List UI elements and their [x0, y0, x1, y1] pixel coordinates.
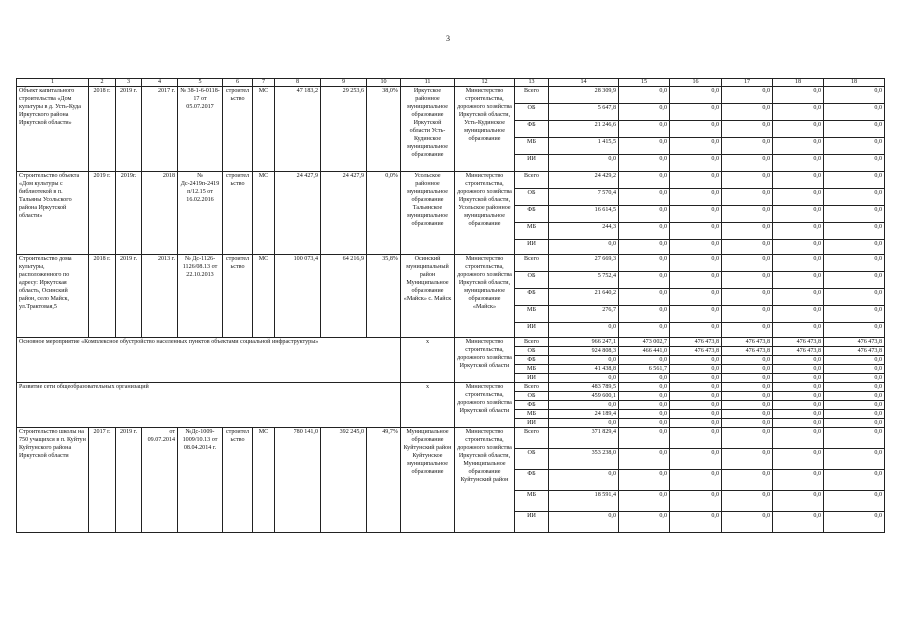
- funding-source-cell: МБ: [515, 223, 549, 240]
- amount-cell: 0,0: [773, 138, 824, 155]
- end-year-cell: 2019г.: [116, 172, 142, 255]
- funding-source-cell: ИИ: [515, 419, 549, 428]
- column-number-row: [17, 79, 885, 87]
- column-number: 6: [223, 79, 253, 87]
- amount-cell: 0,0: [824, 172, 885, 189]
- funding-source-cell: ОБ: [515, 449, 549, 470]
- amount-cell: 0,0: [549, 512, 619, 533]
- amount-cell: 0,0: [722, 410, 773, 419]
- amount-cell: 0,0: [824, 240, 885, 255]
- readiness-cell: 0,0%: [367, 172, 401, 255]
- amount-cell: 0,0: [619, 206, 670, 223]
- amount-cell: 0,0: [824, 155, 885, 172]
- amount-cell: 0,0: [619, 155, 670, 172]
- amount-cell: 0,0: [619, 272, 670, 289]
- amount-cell: 459 600,1: [549, 392, 619, 401]
- amount-cell: 5 647,8: [549, 104, 619, 121]
- amount-cell: 1 415,5: [549, 138, 619, 155]
- object-row: [17, 428, 885, 449]
- amount-cell: 473 002,7: [619, 338, 670, 347]
- remaining-cost-cell: 392 245,0: [321, 428, 367, 533]
- amount-cell: 0,0: [670, 401, 722, 410]
- amount-cell: 24 189,4: [549, 410, 619, 419]
- remaining-cost-cell: 24 427,9: [321, 172, 367, 255]
- amount-cell: 0,0: [773, 272, 824, 289]
- amount-cell: 0,0: [773, 223, 824, 240]
- amount-cell: 0,0: [824, 512, 885, 533]
- amount-cell: 0,0: [722, 374, 773, 383]
- amount-cell: 0,0: [670, 87, 722, 104]
- amount-cell: 18 591,4: [549, 491, 619, 512]
- program-table: [16, 78, 885, 533]
- amount-cell: 0,0: [670, 240, 722, 255]
- amount-cell: 476 473,8: [670, 347, 722, 356]
- municipality-cell: Усольское районное муниципальное образование Тальянское муниципальное образование: [401, 172, 455, 255]
- amount-cell: 0,0: [824, 392, 885, 401]
- column-number: 18: [824, 79, 885, 87]
- municipality-cell: Иркутское районное муниципальное образование Иркутской области Усть-Кудинское муниципальное образование: [401, 87, 455, 172]
- amount-cell: 476 473,8: [722, 347, 773, 356]
- funding-source-cell: ИИ: [515, 240, 549, 255]
- column-number: 17: [722, 79, 773, 87]
- end-year-cell: 2019 г.: [116, 428, 142, 533]
- amount-cell: 0,0: [773, 155, 824, 172]
- column-number: 9: [321, 79, 367, 87]
- amount-cell: 0,0: [549, 374, 619, 383]
- amount-cell: 0,0: [722, 392, 773, 401]
- amount-cell: 0,0: [773, 410, 824, 419]
- amount-cell: 0,0: [670, 255, 722, 272]
- amount-cell: 0,0: [773, 449, 824, 470]
- municipality-cell: Осинский муниципальный район Муниципальное образование «Майск» с. Майск: [401, 255, 455, 338]
- amount-cell: 21 246,6: [549, 121, 619, 138]
- amount-cell: 0,0: [670, 272, 722, 289]
- amount-cell: 0,0: [722, 383, 773, 392]
- start-year-cell: 2018 г.: [89, 255, 116, 338]
- amount-cell: 0,0: [619, 87, 670, 104]
- amount-cell: 21 640,2: [549, 289, 619, 306]
- amount-cell: 0,0: [722, 155, 773, 172]
- estimated-cost-cell: 24 427,9: [275, 172, 321, 255]
- funding-source-cell: ФБ: [515, 206, 549, 223]
- amount-cell: 0,0: [722, 365, 773, 374]
- amount-cell: 0,0: [824, 104, 885, 121]
- amount-cell: 476 473,8: [824, 338, 885, 347]
- activity-name-cell: Основное мероприятие «Комплексное обустройство населенных пунктов объектами социальной инфраструктуры»: [17, 338, 401, 383]
- amount-cell: 966 247,1: [549, 338, 619, 347]
- amount-cell: 0,0: [670, 365, 722, 374]
- amount-cell: 0,0: [773, 172, 824, 189]
- funding-source-cell: Всего: [515, 383, 549, 392]
- funding-source-cell: Всего: [515, 338, 549, 347]
- amount-cell: 0,0: [722, 289, 773, 306]
- amount-cell: 0,0: [670, 289, 722, 306]
- amount-cell: 371 829,4: [549, 428, 619, 449]
- amount-cell: 0,0: [619, 428, 670, 449]
- readiness-cell: 49,7%: [367, 428, 401, 533]
- funding-source-cell: ОБ: [515, 347, 549, 356]
- work-type-cell: строительство: [223, 172, 253, 255]
- amount-cell: 0,0: [619, 392, 670, 401]
- amount-cell: 0,0: [619, 306, 670, 323]
- end-year-cell: 2019 г.: [116, 87, 142, 172]
- amount-cell: 0,0: [549, 155, 619, 172]
- amount-cell: 0,0: [670, 104, 722, 121]
- page-number: 3: [446, 34, 450, 43]
- design-year-cell: 2017 г.: [142, 87, 178, 172]
- amount-cell: 0,0: [670, 306, 722, 323]
- amount-cell: 16 614,5: [549, 206, 619, 223]
- responsible-cell: Министерство строительства, дорожного хозяйства Иркутской области: [455, 338, 515, 383]
- amount-cell: 0,0: [824, 323, 885, 338]
- amount-cell: 0,0: [619, 289, 670, 306]
- column-number: 16: [670, 79, 722, 87]
- amount-cell: 0,0: [824, 383, 885, 392]
- amount-cell: 0,0: [722, 306, 773, 323]
- amount-cell: 0,0: [722, 449, 773, 470]
- amount-cell: 244,3: [549, 223, 619, 240]
- amount-cell: 0,0: [619, 323, 670, 338]
- amount-cell: 0,0: [670, 449, 722, 470]
- column-number: 13: [515, 79, 549, 87]
- estimated-cost-cell: 780 141,0: [275, 428, 321, 533]
- amount-cell: 0,0: [549, 470, 619, 491]
- responsible-cell: Министерство строительства, дорожного хозяйства Иркутской области: [455, 383, 515, 428]
- amount-cell: 0,0: [619, 189, 670, 206]
- funding-source-cell: Всего: [515, 172, 549, 189]
- amount-cell: 0,0: [670, 223, 722, 240]
- amount-cell: 0,0: [773, 189, 824, 206]
- amount-cell: 476 473,8: [773, 338, 824, 347]
- amount-cell: 0,0: [773, 401, 824, 410]
- funding-source-cell: МБ: [515, 306, 549, 323]
- estimated-cost-cell: 100 073,4: [275, 255, 321, 338]
- object-name-cell: Строительство дома культуры, расположенного по адресу: Иркутская область, Осинский район, село Майск, ул.Трактовая,5: [17, 255, 89, 338]
- amount-cell: 0,0: [619, 374, 670, 383]
- amount-cell: 0,0: [773, 365, 824, 374]
- design-year-cell: от 09.07.2014: [142, 428, 178, 533]
- column-number: 14: [549, 79, 619, 87]
- amount-cell: 924 808,3: [549, 347, 619, 356]
- object-row: [17, 255, 885, 272]
- amount-cell: 0,0: [773, 383, 824, 392]
- marker-cell: х: [401, 338, 455, 383]
- amount-cell: 0,0: [670, 383, 722, 392]
- amount-cell: 0,0: [773, 240, 824, 255]
- amount-cell: 466 441,0: [619, 347, 670, 356]
- object-name-cell: Объект капитального строительства «Дом культуры в д. Усть-Куда Иркутского района Иркутской области»: [17, 87, 89, 172]
- amount-cell: 0,0: [670, 491, 722, 512]
- amount-cell: 0,0: [722, 272, 773, 289]
- responsible-cell: Министерство строительства, дорожного хозяйства Иркутской области, Усть-Кудинское муниципальное образование: [455, 87, 515, 172]
- amount-cell: 0,0: [722, 512, 773, 533]
- amount-cell: 41 438,8: [549, 365, 619, 374]
- amount-cell: 0,0: [670, 392, 722, 401]
- amount-cell: 0,0: [722, 491, 773, 512]
- amount-cell: 0,0: [824, 470, 885, 491]
- column-number: 7: [253, 79, 275, 87]
- amount-cell: 0,0: [824, 419, 885, 428]
- amount-cell: 24 429,2: [549, 172, 619, 189]
- amount-cell: 0,0: [773, 470, 824, 491]
- funding-source-cell: МБ: [515, 410, 549, 419]
- amount-cell: 276,7: [549, 306, 619, 323]
- amount-cell: 0,0: [619, 121, 670, 138]
- expertise-cell: № Дс-1126-1126/08.13 от 22.10.2013: [178, 255, 223, 338]
- amount-cell: 0,0: [824, 428, 885, 449]
- amount-cell: 0,0: [670, 206, 722, 223]
- amount-cell: 5 752,4: [549, 272, 619, 289]
- amount-cell: 0,0: [722, 189, 773, 206]
- amount-cell: 6 561,7: [619, 365, 670, 374]
- amount-cell: 0,0: [619, 356, 670, 365]
- expertise-cell: №Дс-1009-1009/10.13 от 08.04.2014 г.: [178, 428, 223, 533]
- amount-cell: 0,0: [773, 356, 824, 365]
- funding-source-cell: ФБ: [515, 401, 549, 410]
- amount-cell: 0,0: [773, 289, 824, 306]
- expertise-cell: № 38-1-6-0118-17 от 05.07.2017: [178, 87, 223, 172]
- design-year-cell: 2013 г.: [142, 255, 178, 338]
- amount-cell: 0,0: [722, 255, 773, 272]
- amount-cell: 0,0: [773, 374, 824, 383]
- work-type-cell: строительство: [223, 255, 253, 338]
- amount-cell: 0,0: [549, 240, 619, 255]
- amount-cell: 0,0: [722, 87, 773, 104]
- amount-cell: 0,0: [619, 138, 670, 155]
- amount-cell: 0,0: [670, 323, 722, 338]
- amount-cell: 0,0: [670, 121, 722, 138]
- object-name-cell: Строительство объекта «Дом культуры с библиотекой в п. Тальяны Усольского района Иркутской области»: [17, 172, 89, 255]
- amount-cell: 476 473,8: [670, 338, 722, 347]
- object-row: [17, 172, 885, 189]
- amount-cell: 0,0: [619, 401, 670, 410]
- amount-cell: 0,0: [824, 189, 885, 206]
- funding-source-cell: ОБ: [515, 272, 549, 289]
- amount-cell: 0,0: [670, 470, 722, 491]
- estimated-cost-cell: 47 183,2: [275, 87, 321, 172]
- amount-cell: 0,0: [773, 306, 824, 323]
- marker-cell: х: [401, 383, 455, 428]
- work-type-cell: строительство: [223, 428, 253, 533]
- amount-cell: 0,0: [773, 491, 824, 512]
- responsible-cell: Министерство строительства, дорожного хозяйства Иркутской области, муниципальное образование «Майск»: [455, 255, 515, 338]
- funding-source-cell: ФБ: [515, 289, 549, 306]
- amount-cell: 0,0: [824, 374, 885, 383]
- amount-cell: 0,0: [670, 172, 722, 189]
- funding-source-cell: ИИ: [515, 323, 549, 338]
- amount-cell: 0,0: [824, 410, 885, 419]
- amount-cell: 0,0: [824, 138, 885, 155]
- amount-cell: 0,0: [773, 104, 824, 121]
- funding-source-cell: Всего: [515, 87, 549, 104]
- amount-cell: 0,0: [722, 223, 773, 240]
- amount-cell: 0,0: [824, 223, 885, 240]
- amount-cell: 0,0: [670, 410, 722, 419]
- amount-cell: 0,0: [824, 121, 885, 138]
- start-year-cell: 2018 г.: [89, 87, 116, 172]
- amount-cell: 0,0: [722, 138, 773, 155]
- column-number: 2: [89, 79, 116, 87]
- column-number: 4: [142, 79, 178, 87]
- amount-cell: 0,0: [773, 512, 824, 533]
- amount-cell: 0,0: [670, 428, 722, 449]
- funding-source-cell: ОБ: [515, 392, 549, 401]
- amount-cell: 0,0: [670, 138, 722, 155]
- amount-cell: 0,0: [824, 449, 885, 470]
- funding-source-cell: МБ: [515, 365, 549, 374]
- amount-cell: 0,0: [824, 365, 885, 374]
- expertise-cell: № Дс-2419п-2419п/12.15 от 16.02.2016: [178, 172, 223, 255]
- responsible-cell: Министерство строительства, дорожного хозяйства Иркутской области, Муниципальное образование Куйтунский район: [455, 428, 515, 533]
- funding-source-cell: ИИ: [515, 512, 549, 533]
- column-number: 5: [178, 79, 223, 87]
- column-number: 3: [116, 79, 142, 87]
- main-activity-row: [17, 338, 885, 347]
- amount-cell: 0,0: [773, 392, 824, 401]
- funding-source-cell: МБ: [515, 491, 549, 512]
- main-activity-row: [17, 383, 885, 392]
- object-row: [17, 87, 885, 104]
- column-number: 8: [275, 79, 321, 87]
- amount-cell: 0,0: [670, 189, 722, 206]
- remaining-cost-cell: 64 216,9: [321, 255, 367, 338]
- amount-cell: 0,0: [670, 419, 722, 428]
- column-number: 11: [401, 79, 455, 87]
- funding-source-cell: ФБ: [515, 121, 549, 138]
- amount-cell: 476 473,8: [722, 338, 773, 347]
- amount-cell: 0,0: [549, 323, 619, 338]
- amount-cell: 0,0: [824, 255, 885, 272]
- amount-cell: 0,0: [773, 255, 824, 272]
- amount-cell: 0,0: [773, 419, 824, 428]
- amount-cell: 0,0: [773, 87, 824, 104]
- amount-cell: 0,0: [722, 206, 773, 223]
- amount-cell: 0,0: [619, 255, 670, 272]
- column-number: 15: [619, 79, 670, 87]
- amount-cell: 0,0: [824, 87, 885, 104]
- amount-cell: 0,0: [722, 104, 773, 121]
- work-type-cell: строительство: [223, 87, 253, 172]
- amount-cell: 0,0: [824, 272, 885, 289]
- amount-cell: 0,0: [670, 155, 722, 172]
- amount-cell: 0,0: [619, 240, 670, 255]
- amount-cell: 7 570,4: [549, 189, 619, 206]
- amount-cell: 0,0: [773, 206, 824, 223]
- unit-cell: МС: [253, 172, 275, 255]
- amount-cell: 0,0: [773, 323, 824, 338]
- amount-cell: 0,0: [824, 356, 885, 365]
- unit-cell: МС: [253, 255, 275, 338]
- readiness-cell: 38,0%: [367, 87, 401, 172]
- remaining-cost-cell: 29 253,6: [321, 87, 367, 172]
- amount-cell: 476 473,8: [824, 347, 885, 356]
- amount-cell: 0,0: [670, 356, 722, 365]
- amount-cell: 0,0: [619, 512, 670, 533]
- amount-cell: 27 669,3: [549, 255, 619, 272]
- amount-cell: 0,0: [824, 306, 885, 323]
- amount-cell: 0,0: [722, 428, 773, 449]
- funding-source-cell: ОБ: [515, 104, 549, 121]
- amount-cell: 0,0: [722, 121, 773, 138]
- amount-cell: 0,0: [619, 419, 670, 428]
- funding-source-cell: Всего: [515, 255, 549, 272]
- amount-cell: 0,0: [670, 512, 722, 533]
- amount-cell: 0,0: [619, 104, 670, 121]
- amount-cell: 0,0: [619, 223, 670, 240]
- amount-cell: 0,0: [619, 410, 670, 419]
- start-year-cell: 2019 г.: [89, 172, 116, 255]
- funding-source-cell: Всего: [515, 428, 549, 449]
- column-number: 12: [455, 79, 515, 87]
- amount-cell: 0,0: [722, 240, 773, 255]
- amount-cell: 0,0: [619, 449, 670, 470]
- column-number: 18: [773, 79, 824, 87]
- amount-cell: 0,0: [619, 470, 670, 491]
- amount-cell: 0,0: [619, 491, 670, 512]
- amount-cell: 0,0: [670, 374, 722, 383]
- readiness-cell: 35,8%: [367, 255, 401, 338]
- unit-cell: МС: [253, 428, 275, 533]
- amount-cell: 28 309,9: [549, 87, 619, 104]
- amount-cell: 0,0: [722, 419, 773, 428]
- amount-cell: 0,0: [824, 289, 885, 306]
- amount-cell: 0,0: [722, 356, 773, 365]
- amount-cell: 0,0: [824, 491, 885, 512]
- amount-cell: 0,0: [549, 419, 619, 428]
- end-year-cell: 2019 г.: [116, 255, 142, 338]
- activity-name-cell: Развитие сети общеобразовательных организаций: [17, 383, 401, 428]
- amount-cell: 0,0: [619, 172, 670, 189]
- amount-cell: 353 238,0: [549, 449, 619, 470]
- unit-cell: МС: [253, 87, 275, 172]
- column-number: 10: [367, 79, 401, 87]
- amount-cell: 483 789,5: [549, 383, 619, 392]
- amount-cell: 0,0: [773, 428, 824, 449]
- funding-source-cell: ИИ: [515, 374, 549, 383]
- funding-source-cell: ИИ: [515, 155, 549, 172]
- amount-cell: 0,0: [549, 356, 619, 365]
- start-year-cell: 2017 г.: [89, 428, 116, 533]
- municipality-cell: Муниципальное образование Куйтунский район Куйтунское муниципальное образование: [401, 428, 455, 533]
- column-number: 1: [17, 79, 89, 87]
- amount-cell: 476 473,8: [773, 347, 824, 356]
- object-name-cell: Строительство школы на 750 учащихся в п. Куйтун Куйтунского района Иркутской области: [17, 428, 89, 533]
- amount-cell: 0,0: [722, 470, 773, 491]
- amount-cell: 0,0: [549, 401, 619, 410]
- amount-cell: 0,0: [722, 401, 773, 410]
- amount-cell: 0,0: [619, 383, 670, 392]
- funding-source-cell: МБ: [515, 138, 549, 155]
- amount-cell: 0,0: [722, 323, 773, 338]
- amount-cell: 0,0: [824, 401, 885, 410]
- amount-cell: 0,0: [773, 121, 824, 138]
- funding-source-cell: ФБ: [515, 356, 549, 365]
- amount-cell: 0,0: [824, 206, 885, 223]
- funding-source-cell: ФБ: [515, 470, 549, 491]
- design-year-cell: 2018: [142, 172, 178, 255]
- responsible-cell: Министерство строительства, дорожного хозяйства Иркутской области, Усольское районное муниципальное образование: [455, 172, 515, 255]
- funding-source-cell: ОБ: [515, 189, 549, 206]
- amount-cell: 0,0: [722, 172, 773, 189]
